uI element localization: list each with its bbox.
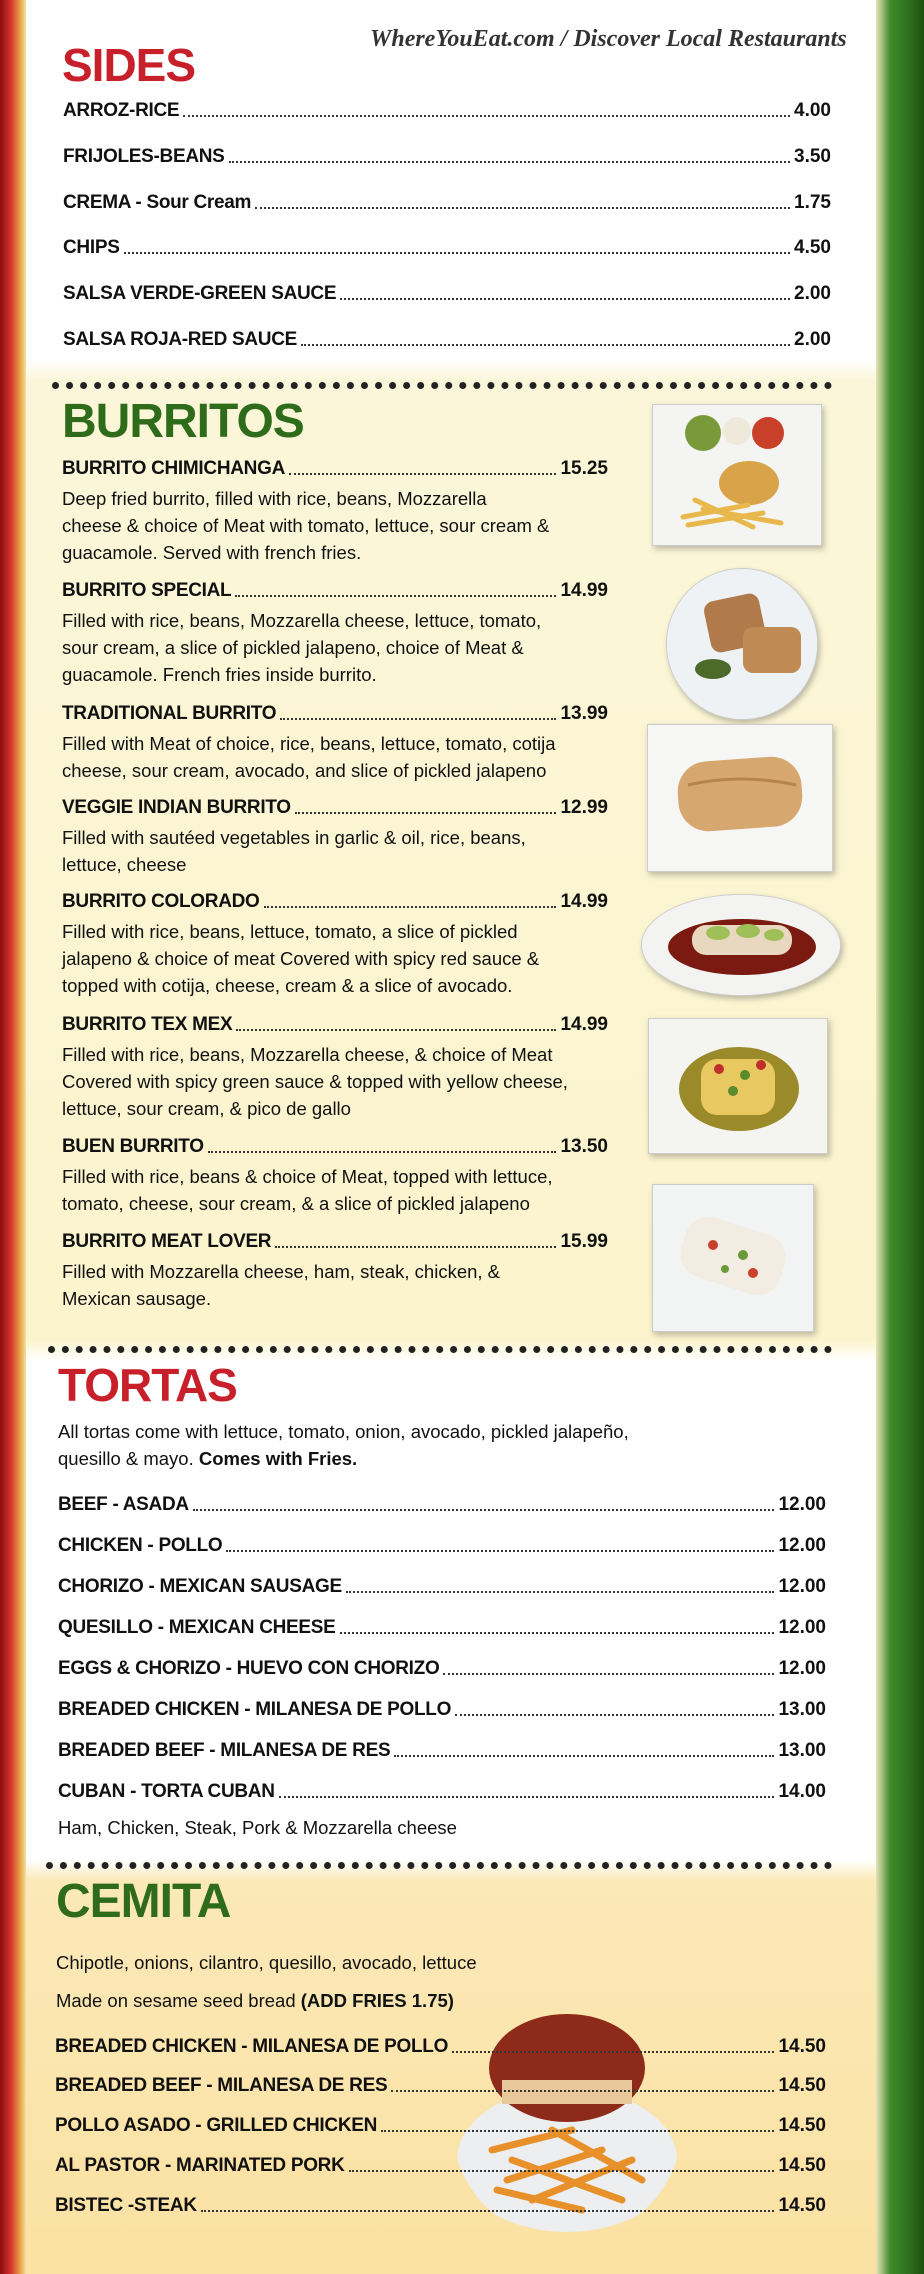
menu-item: BURRITO SPECIAL 14.99 [62, 580, 608, 601]
section-divider [46, 1862, 832, 1869]
menu-item: BREADED CHICKEN - MILANESA DE POLLO 13.00 [58, 1699, 826, 1720]
menu-item: AL PASTOR - MARINATED PORK 14.50 [55, 2155, 826, 2176]
cuban-note: Ham, Chicken, Steak, Pork & Mozzarella cheese [58, 1817, 457, 1838]
traditional-burrito-photo [647, 724, 833, 872]
menu-item: BURRITO CHIMICHANGA 15.25 [62, 458, 608, 479]
burrito-colorado-photo [641, 894, 841, 996]
menu-item: CHIPS 4.50 [63, 237, 831, 258]
item-description: Filled with Meat of choice, rice, beans, lettuce, tomato, cotija cheese, sour cream, avocado, and slice of pickled jalapeno [62, 733, 556, 781]
tortas-title: TORTAS [58, 1359, 237, 1411]
menu-item: QUESILLO - MEXICAN CHEESE 12.00 [58, 1617, 826, 1638]
menu-item: BUEN BURRITO 13.50 [62, 1136, 608, 1157]
menu-item: CUBAN - TORTA CUBAN 14.00 [58, 1781, 826, 1802]
menu-item: BISTEC -STEAK 14.50 [55, 2195, 826, 2216]
menu-item: SALSA ROJA-RED SAUCE 2.00 [63, 329, 831, 350]
menu-item: POLLO ASADO - GRILLED CHICKEN 14.50 [55, 2115, 826, 2136]
menu-item: CREMA - Sour Cream 1.75 [63, 192, 831, 213]
item-description: Filled with rice, beans, Mozzarella cheese, & choice of Meat Covered with spicy green sauce & topped with yellow cheese, lettuce, sour cream, & pico de gallo [62, 1044, 568, 1119]
menu-item: CHORIZO - MEXICAN SAUSAGE 12.00 [58, 1576, 826, 1597]
menu-item: BREADED BEEF - MILANESA DE RES 14.50 [55, 2075, 826, 2096]
cemita-title: CEMITA [56, 1875, 231, 1928]
section-divider [52, 382, 832, 389]
item-description: Filled with sautéed vegetables in garlic & oil, rice, beans, lettuce, cheese [62, 827, 526, 875]
item-description: Filled with rice, beans & choice of Meat, topped with lettuce, tomato, cheese, sour cream, & a slice of pickled jalapeno [62, 1166, 553, 1214]
item-description: Filled with rice, beans, Mozzarella cheese, lettuce, tomato, sour cream, a slice of pickled jalapeno, choice of Meat & guacamole. French fries inside burrito. [62, 610, 542, 685]
section-divider [48, 1346, 832, 1353]
burrito-special-photo [666, 568, 818, 720]
menu-item: ARROZ-RICE 4.00 [63, 100, 831, 121]
menu-item: BEEF - ASADA 12.00 [58, 1494, 826, 1515]
right-border-stripe [876, 0, 924, 2274]
chimichanga-photo [652, 404, 822, 546]
cemita-intro: Chipotle, onions, cilantro, quesillo, avocado, lettuce Made on sesame seed bread (ADD FRIES 1.75) [56, 1952, 477, 2011]
sides-title: SIDES [62, 39, 196, 91]
menu-item: BURRITO MEAT LOVER 15.99 [62, 1231, 608, 1252]
burrito-tex-mex-photo [648, 1018, 828, 1154]
menu-item: FRIJOLES-BEANS 3.50 [63, 146, 831, 167]
tortas-intro: All tortas come with lettuce, tomato, onion, avocado, pickled jalapeño, quesillo & mayo. Comes with Fries. [58, 1421, 629, 1469]
meat-lover-photo [652, 1184, 814, 1332]
menu-item: BURRITO TEX MEX 14.99 [62, 1014, 608, 1035]
burritos-title: BURRITOS [62, 395, 304, 448]
item-description: Filled with Mozzarella cheese, ham, steak, chicken, & Mexican sausage. [62, 1261, 501, 1309]
menu-item: TRADITIONAL BURRITO 13.99 [62, 703, 608, 724]
item-description: Deep fried burrito, filled with rice, beans, Mozzarella cheese & choice of Meat with tomato, lettuce, sour cream & guacamole. Served with french fries. [62, 488, 550, 563]
item-description: Filled with rice, beans, lettuce, tomato, a slice of pickled jalapeno & choice of meat Covered with spicy red sauce & topped with cotija, cheese, cream & a slice of avocado. [62, 921, 540, 996]
site-watermark: WhereYouEat.com / Discover Local Restaurants [370, 26, 847, 52]
menu-item: VEGGIE INDIAN BURRITO 12.99 [62, 797, 608, 818]
menu-item: BURRITO COLORADO 14.99 [62, 891, 608, 912]
menu-item: BREADED BEEF - MILANESA DE RES 13.00 [58, 1740, 826, 1761]
menu-item: EGGS & CHORIZO - HUEVO CON CHORIZO 12.00 [58, 1658, 826, 1679]
menu-item: CHICKEN - POLLO 12.00 [58, 1535, 826, 1556]
menu-item: SALSA VERDE-GREEN SAUCE 2.00 [63, 283, 831, 304]
left-border-stripe [0, 0, 26, 2274]
menu-item: BREADED CHICKEN - MILANESA DE POLLO 14.50 [55, 2036, 826, 2057]
